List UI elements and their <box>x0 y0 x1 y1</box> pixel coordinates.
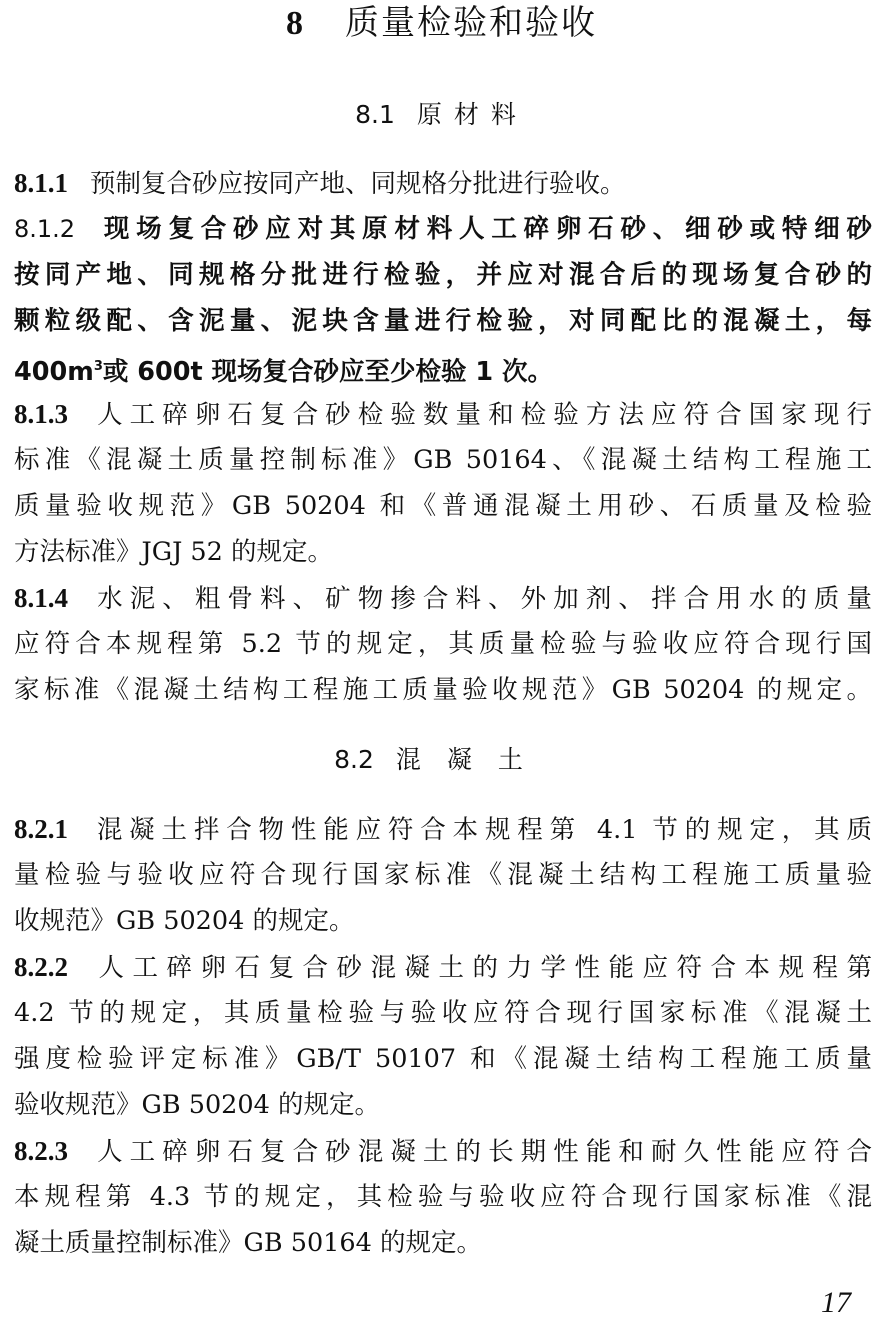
clause-number: 8.1.2 <box>14 215 76 243</box>
clause-8-2-1-line-3 <box>14 898 872 944</box>
clause-text: 验收规范》GB 50204 的规定。 <box>14 1090 380 1120</box>
clause-8-1-2-line-3 <box>14 298 872 344</box>
clause-text: 颗粒级配、含泥量、泥块含量进行检验，对同配比的混凝土，每 <box>14 306 872 336</box>
section-heading-8-2 <box>0 740 883 780</box>
clause-8-1-2-line-4 <box>14 344 872 390</box>
clause-text: 人工碎卵石复合砂检验数量和检验方法应符合国家现行 <box>90 400 872 430</box>
chapter-title <box>0 0 883 46</box>
clause-8-2-2-line-3 <box>14 1036 872 1082</box>
clause-text: 人工碎卵石复合砂混凝土的力学性能应符合本规程第 <box>90 953 872 983</box>
clause-number: 8.1.1 <box>14 168 68 198</box>
clause-8-1-4-line-2 <box>14 621 872 667</box>
clause-text: 现场复合砂应对其原材料人工碎卵石砂、细砂或特细砂 <box>97 214 872 244</box>
section-heading-8-1 <box>0 95 883 135</box>
clause-text: 强度检验评定标准》GB/T 50107 和《混凝土结构工程施工质量 <box>14 1044 872 1074</box>
clause-8-1-3-line-1 <box>14 391 872 437</box>
clause-8-1-2-line-1 <box>14 206 872 252</box>
clause-text: 或 600t 现场复合砂应至少检验 1 次。 <box>102 357 554 387</box>
clause-text: 家标准《混凝土结构工程施工质量验收规范》GB 50204 的规定。 <box>14 675 872 705</box>
clause-text: 收规范》GB 50204 的规定。 <box>14 906 355 936</box>
clause-8-2-2-line-2 <box>14 990 872 1036</box>
clause-8-1-3-line-3 <box>14 483 872 529</box>
clause-text: 标准《混凝土质量控制标准》GB 50164、《混凝土结构工程施工 <box>14 445 872 475</box>
clause-number: 8.1.4 <box>14 583 68 613</box>
section-title: 混凝土 <box>395 745 549 774</box>
clause-text: 质量验收规范》GB 50204 和《普通混凝土用砂、石质量及检验 <box>14 491 872 521</box>
clause-8-2-2-line-1 <box>14 944 872 990</box>
clause-8-1-4-line-3 <box>14 667 872 713</box>
clause-text: 应符合本规程第 5.2 节的规定，其质量检验与验收应符合现行国 <box>14 629 872 659</box>
clause-8-1-3-line-4 <box>14 529 872 575</box>
clause-8-1-4-line-1 <box>14 575 872 621</box>
clause-8-2-3-line-1 <box>14 1128 872 1174</box>
clause-number: 8.2.3 <box>14 1136 68 1166</box>
clause-text: 人工碎卵石复合砂混凝土的长期性能和耐久性能应符合 <box>90 1137 872 1167</box>
clause-8-2-1-line-1 <box>14 806 872 852</box>
clause-8-1-1-line-1 <box>14 160 872 206</box>
clause-text: 方法标准》JGJ 52 的规定。 <box>14 537 333 567</box>
superscript: 3 <box>93 359 103 374</box>
section-number: 8.1 <box>355 100 395 129</box>
section-title: 原材料 <box>416 100 528 129</box>
clause-8-2-1-line-2 <box>14 852 872 898</box>
clause-text: 混凝土拌合物性能应符合本规程第 4.1 节的规定，其质 <box>90 815 872 845</box>
clause-text: 4.2 节的规定，其质量检验与验收应符合现行国家标准《混凝土 <box>14 998 872 1028</box>
chapter-number: 8 <box>286 5 305 42</box>
clause-text: 预制复合砂应按同产地、同规格分批进行验收。 <box>90 169 626 199</box>
clause-8-2-3-line-3 <box>14 1220 872 1266</box>
clause-text: 400m <box>14 357 94 387</box>
clause-text: 凝土质量控制标准》GB 50164 的规定。 <box>14 1228 482 1258</box>
section-number: 8.2 <box>334 745 374 774</box>
clause-8-2-2-line-4 <box>14 1082 872 1128</box>
clause-number: 8.2.1 <box>14 814 68 844</box>
clause-8-1-2-line-2 <box>14 252 872 298</box>
page-number: 17 <box>821 1286 851 1319</box>
clause-number: 8.2.2 <box>14 952 68 982</box>
clause-text: 本规程第 4.3 节的规定，其检验与验收应符合现行国家标准《混 <box>14 1182 872 1212</box>
clause-number: 8.1.3 <box>14 399 68 429</box>
clause-8-1-3-line-2 <box>14 437 872 483</box>
clause-text: 按同产地、同规格分批进行检验，并应对混合后的现场复合砂的 <box>14 260 872 290</box>
chapter-title-text: 质量检验和验收 <box>345 3 597 43</box>
clause-text: 水泥、粗骨料、矿物掺合料、外加剂、拌合用水的质量 <box>90 584 872 614</box>
clause-8-2-3-line-2 <box>14 1174 872 1220</box>
clause-text: 量检验与验收应符合现行国家标准《混凝土结构工程施工质量验 <box>14 860 872 890</box>
